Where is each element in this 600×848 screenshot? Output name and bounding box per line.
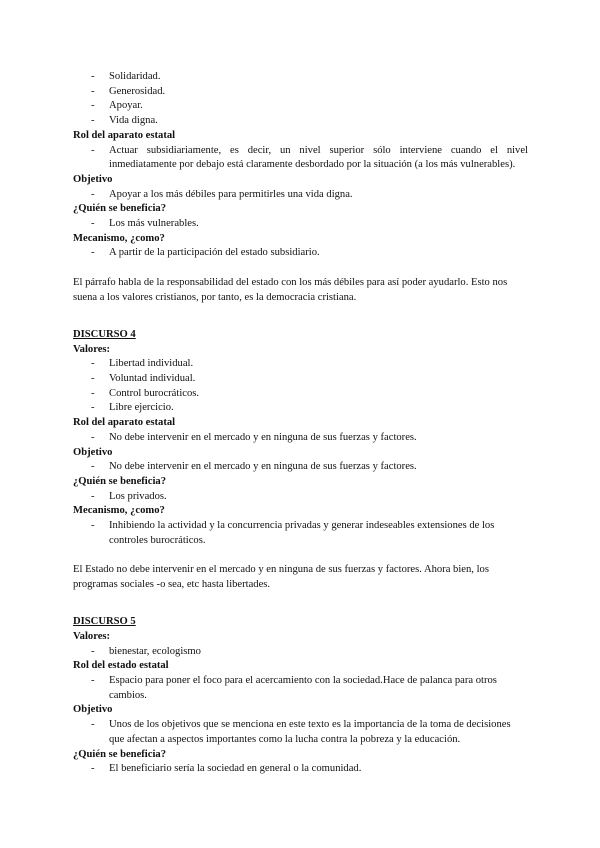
section-heading: Valores:: [73, 343, 111, 355]
bullet-dash: -: [91, 144, 95, 156]
list-item: - Libertad individual.: [73, 357, 528, 372]
section-heading: Rol del aparato estatal: [73, 129, 176, 141]
body-paragraph: El párrafo habla de la responsabilidad del estado con los más débiles para así poder ayudarlo. Esto nos suena a los valores cristianos, por tanto, es la democracia cristiana.: [73, 276, 508, 303]
valores-list: [73, 70, 528, 129]
bullet-dash: -: [91, 387, 95, 399]
section-title: DISCURSO 4: [73, 328, 136, 340]
bullet-dash: -: [91, 719, 95, 731]
section-heading: Mecanismo, ¿como?: [73, 232, 165, 244]
list-item: - No debe intervenir en el mercado y en ninguna de sus fuerzas y factores.: [73, 431, 528, 446]
bullet-dash: -: [91, 520, 95, 532]
blank-line: [73, 607, 528, 615]
bullet-dash: -: [91, 675, 95, 687]
list-item: - Unos de los objetivos que se menciona en este texto es la importancia de la toma de decisiones que afectan a aspectos importantes como la lucha contra la pobreza y la educación.: [73, 718, 528, 747]
list-item: - Espacio para poner el foco para el acercamiento con la sociedad.Hace de palanca para otros cambios.: [73, 674, 528, 703]
section-heading: Valores:: [73, 630, 111, 642]
section-heading: Objetivo: [73, 446, 113, 458]
list-item: - No debe intervenir en el mercado y en ninguna de sus fuerzas y factores.: [73, 460, 528, 475]
body-paragraph: El Estado no debe intervenir en el mercado y en ninguna de sus fuerzas y factores. Ahora bien, los programas sociales -o sea, etc hasta libertades.: [73, 564, 489, 590]
list-item: - Vida digna.: [73, 114, 528, 129]
list-item: - El beneficiario sería la sociedad en general o la comunidad.: [73, 762, 528, 777]
bullet-dash: -: [91, 461, 95, 473]
list-item: - bienestar, ecologismo: [73, 645, 528, 660]
section-heading: Objetivo: [73, 173, 113, 185]
list-item: - A partir de la participación del estado subsidiario.: [73, 246, 528, 261]
bullet-dash: -: [91, 188, 95, 200]
blank-line: [73, 320, 528, 328]
list-item: - Generosidad.: [73, 85, 528, 100]
bullet-dash: -: [91, 247, 95, 259]
blank-line: [73, 548, 528, 563]
bullet-dash: -: [91, 431, 95, 443]
list-item: - Apoyar a los más débiles para permitirles una vida digna.: [73, 188, 528, 203]
list-item: - Solidaridad.: [73, 70, 528, 85]
section-heading: Rol del estado estatal: [73, 660, 169, 672]
bullet-dash: -: [91, 402, 95, 414]
section-heading: Mecanismo, ¿como?: [73, 505, 165, 517]
bullet-dash: -: [91, 115, 95, 127]
bullet-dash: -: [91, 218, 95, 230]
list-item: - Apoyar.: [73, 99, 528, 114]
bullet-dash: -: [91, 763, 95, 775]
bullet-dash: -: [91, 645, 95, 657]
section-title: DISCURSO 5: [73, 616, 136, 628]
blank-line: [73, 593, 528, 608]
section-heading: Objetivo: [73, 704, 113, 716]
document-page: [73, 70, 528, 777]
bullet-dash: -: [91, 100, 95, 112]
list-item: - Voluntad individual.: [73, 372, 528, 387]
bullet-dash: -: [91, 490, 95, 502]
blank-line: [73, 305, 528, 320]
blank-line: [73, 261, 528, 276]
section-heading: Rol del aparato estatal: [73, 417, 176, 429]
bullet-dash: -: [91, 373, 95, 385]
list-item: - Inhibiendo la actividad y la concurrencia privadas y generar indeseables extensiones de los controles burocráticos.: [73, 519, 528, 548]
bullet-dash: -: [91, 85, 95, 97]
bullet-dash: -: [91, 358, 95, 370]
list-item: - Control burocráticos.: [73, 387, 528, 402]
list-item: - Libre ejercicio.: [73, 401, 528, 416]
list-item: - Los privados.: [73, 490, 528, 505]
section-heading: ¿Quién se beneficia?: [73, 475, 166, 487]
list-item: - Actuar subsidiariamente, es decir, un nivel superior sólo interviene cuando el nivel inmediatamente por debajo está claramente desbordado por la situación (a los más vulnerables).: [73, 144, 528, 173]
list-item: - Los más vulnerables.: [73, 217, 528, 232]
section-heading: ¿Quién se beneficia?: [73, 748, 166, 760]
section-heading: ¿Quién se beneficia?: [73, 203, 166, 215]
bullet-dash: -: [91, 71, 95, 82]
